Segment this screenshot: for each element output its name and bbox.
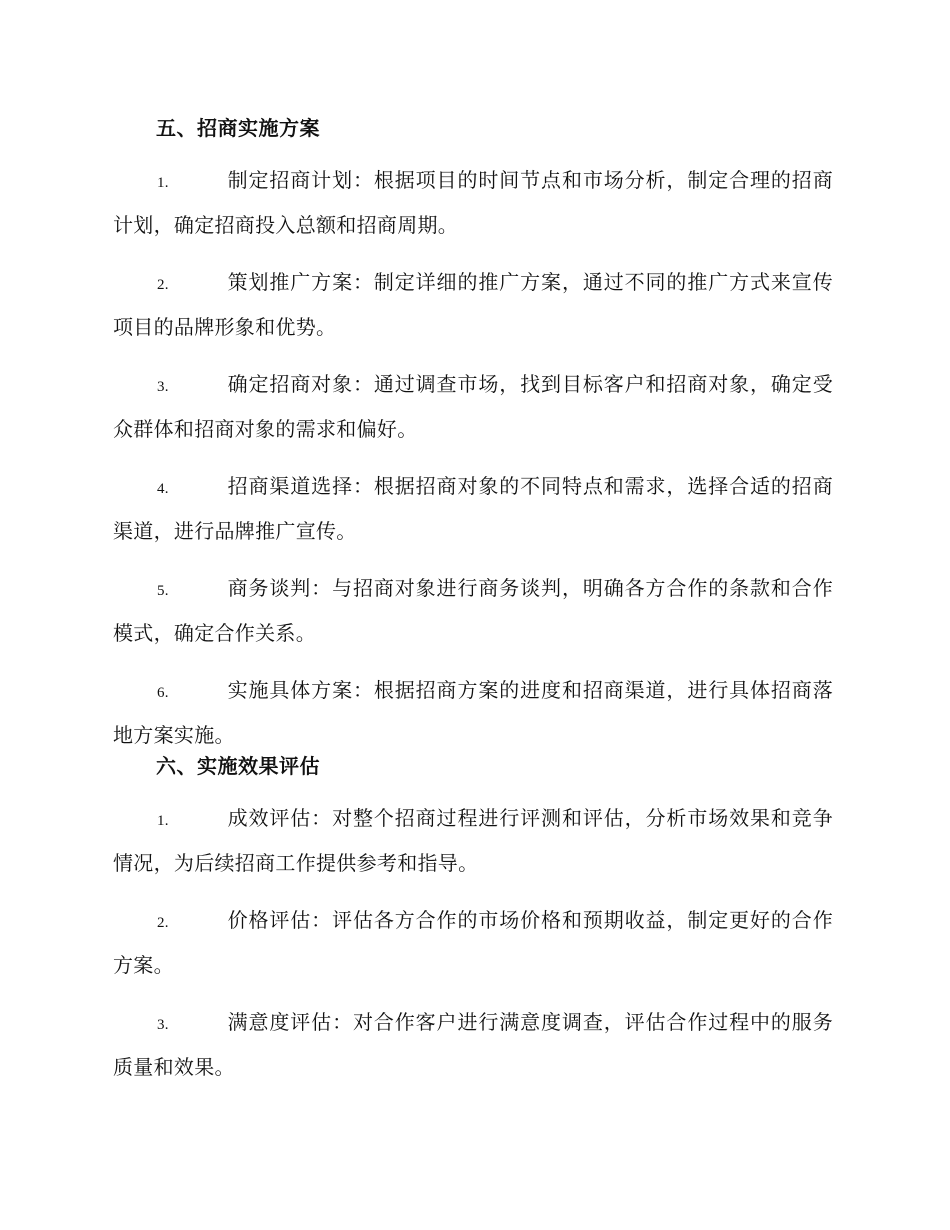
- list-item: [113, 262, 833, 348]
- list-item: [113, 670, 833, 756]
- item-text: 确定招商对象：通过调查市场，找到目标客户和招商对象，确定受众群体和招商对象的需求和偏好。: [113, 372, 833, 441]
- list-item: [113, 900, 833, 986]
- list-item: [113, 466, 833, 552]
- item-number: 2.: [157, 915, 169, 931]
- item-number: 4.: [157, 481, 169, 497]
- section-implementation-plan: [113, 112, 833, 772]
- item-number: 1.: [157, 813, 169, 829]
- item-text: 满意度评估：对合作客户进行满意度调查，评估合作过程中的服务质量和效果。: [113, 1010, 833, 1079]
- item-number: 1.: [157, 175, 169, 191]
- list-item: [113, 1002, 833, 1088]
- item-text: 价格评估：评估各方合作的市场价格和预期收益，制定更好的合作方案。: [113, 908, 833, 977]
- item-number: 3.: [157, 1017, 169, 1033]
- list-item: [113, 798, 833, 884]
- list-item: [113, 568, 833, 654]
- section-effect-evaluation: [113, 750, 833, 1104]
- item-text: 制定招商计划：根据项目的时间节点和市场分析，制定合理的招商计划，确定招商投入总额和招商周期。: [113, 168, 833, 237]
- item-text: 策划推广方案：制定详细的推广方案，通过不同的推广方式来宣传项目的品牌形象和优势。: [113, 270, 833, 339]
- list-item: [113, 160, 833, 246]
- item-text: 实施具体方案：根据招商方案的进度和招商渠道，进行具体招商落地方案实施。: [113, 678, 833, 747]
- section-heading: 五、招商实施方案: [156, 116, 320, 140]
- item-number: 5.: [157, 583, 169, 599]
- list-item: [113, 364, 833, 450]
- item-text: 招商渠道选择：根据招商对象的不同特点和需求，选择合适的招商渠道，进行品牌推广宣传。: [113, 474, 833, 543]
- item-number: 6.: [157, 685, 169, 701]
- item-text: 成效评估：对整个招商过程进行评测和评估，分析市场效果和竞争情况，为后续招商工作提供参考和指导。: [113, 806, 833, 875]
- item-number: 3.: [157, 379, 169, 395]
- section-heading: 六、实施效果评估: [156, 754, 320, 778]
- item-number: 2.: [157, 277, 169, 293]
- item-text: 商务谈判：与招商对象进行商务谈判，明确各方合作的条款和合作模式，确定合作关系。: [113, 576, 833, 645]
